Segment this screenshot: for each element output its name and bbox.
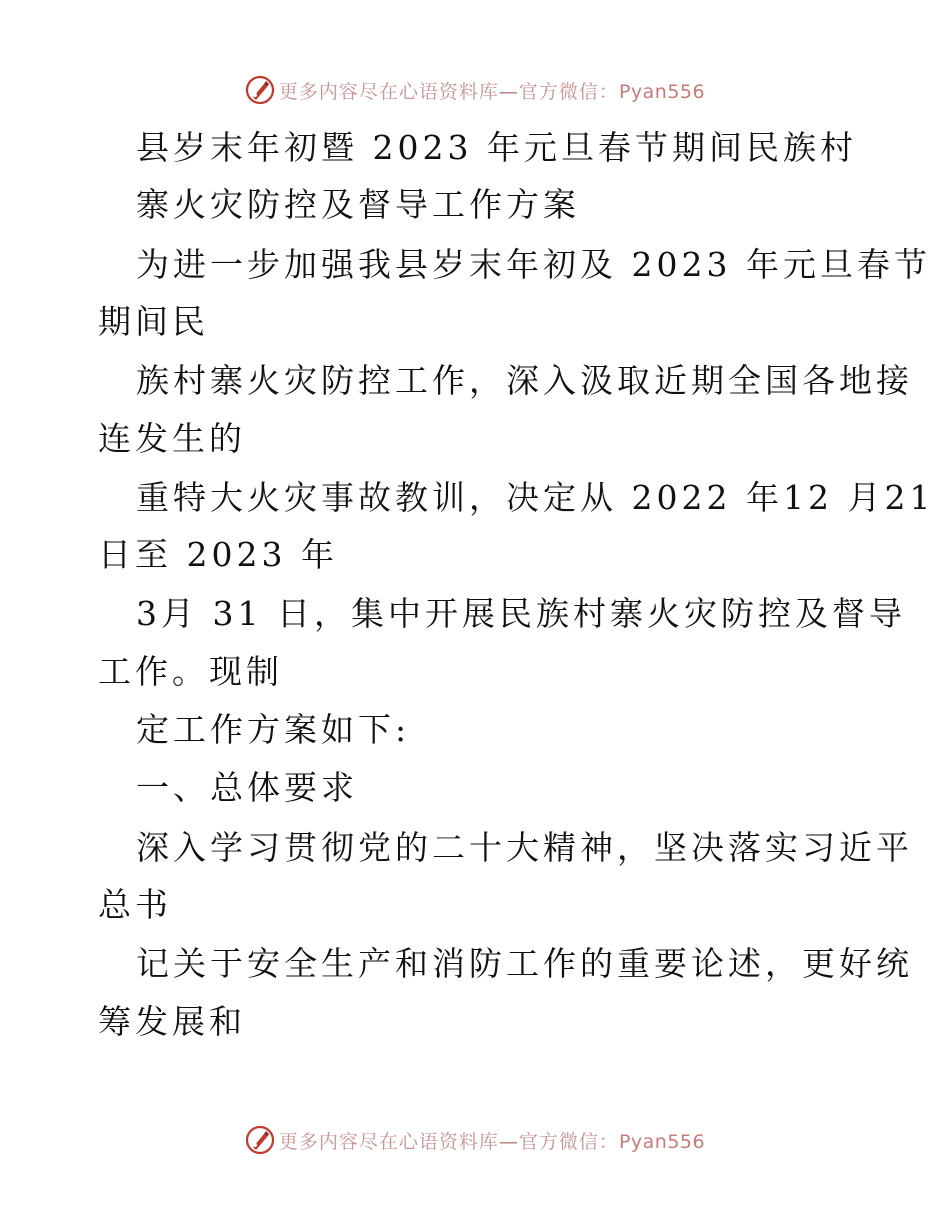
paragraph-line: 总书 — [98, 885, 172, 924]
watermark-separator: — — [498, 80, 519, 103]
watermark-contact-id: Pyan556 — [618, 1130, 706, 1153]
watermark-contact-id: Pyan556 — [618, 80, 706, 103]
header-watermark — [0, 70, 950, 110]
paragraph-line: 定工作方案如下: — [136, 710, 411, 749]
section-heading: 一、总体要求 — [136, 768, 358, 807]
paragraph-line: 期间民 — [98, 302, 209, 341]
paragraph-line: 重特大火灾事故教训，决定从 2022 年12 月21 — [136, 478, 935, 517]
title-line-2: 寨火灾防控及督导工作方案 — [136, 185, 580, 224]
paragraph-line: 连发生的 — [98, 419, 246, 458]
watermark-contact-label: 官方微信： — [518, 1130, 619, 1153]
paragraph-line: 筹发展和 — [98, 1002, 246, 1041]
watermark-contact-label: 官方微信： — [518, 80, 619, 103]
watermark-text: 更多内容尽在心语资料库 — [278, 80, 499, 103]
paragraph-line: 族村寨火灾防控工作，深入汲取近期全国各地接 — [136, 361, 913, 400]
watermark-text: 更多内容尽在心语资料库 — [278, 1130, 499, 1153]
paragraph-line: 日至 2023 年 — [98, 535, 338, 574]
paragraph-line: 3月 31 日，集中开展民族村寨火灾防控及督导 — [136, 594, 906, 633]
pen-logo-icon — [245, 1125, 275, 1155]
footer-watermark — [0, 1120, 950, 1160]
paragraph-line: 深入学习贯彻党的二十大精神，坚决落实习近平 — [136, 828, 913, 867]
watermark-separator: — — [498, 1130, 519, 1153]
paragraph-line: 为进一步加强我县岁末年初及 2023 年元旦春节 — [136, 245, 931, 284]
paragraph-line: 工作。现制 — [98, 652, 283, 691]
paragraph-line: 记关于安全生产和消防工作的重要论述，更好统 — [136, 944, 913, 983]
title-line-1: 县岁末年初暨 2023 年元旦春节期间民族村 — [136, 128, 857, 167]
pen-logo-icon — [245, 75, 275, 105]
